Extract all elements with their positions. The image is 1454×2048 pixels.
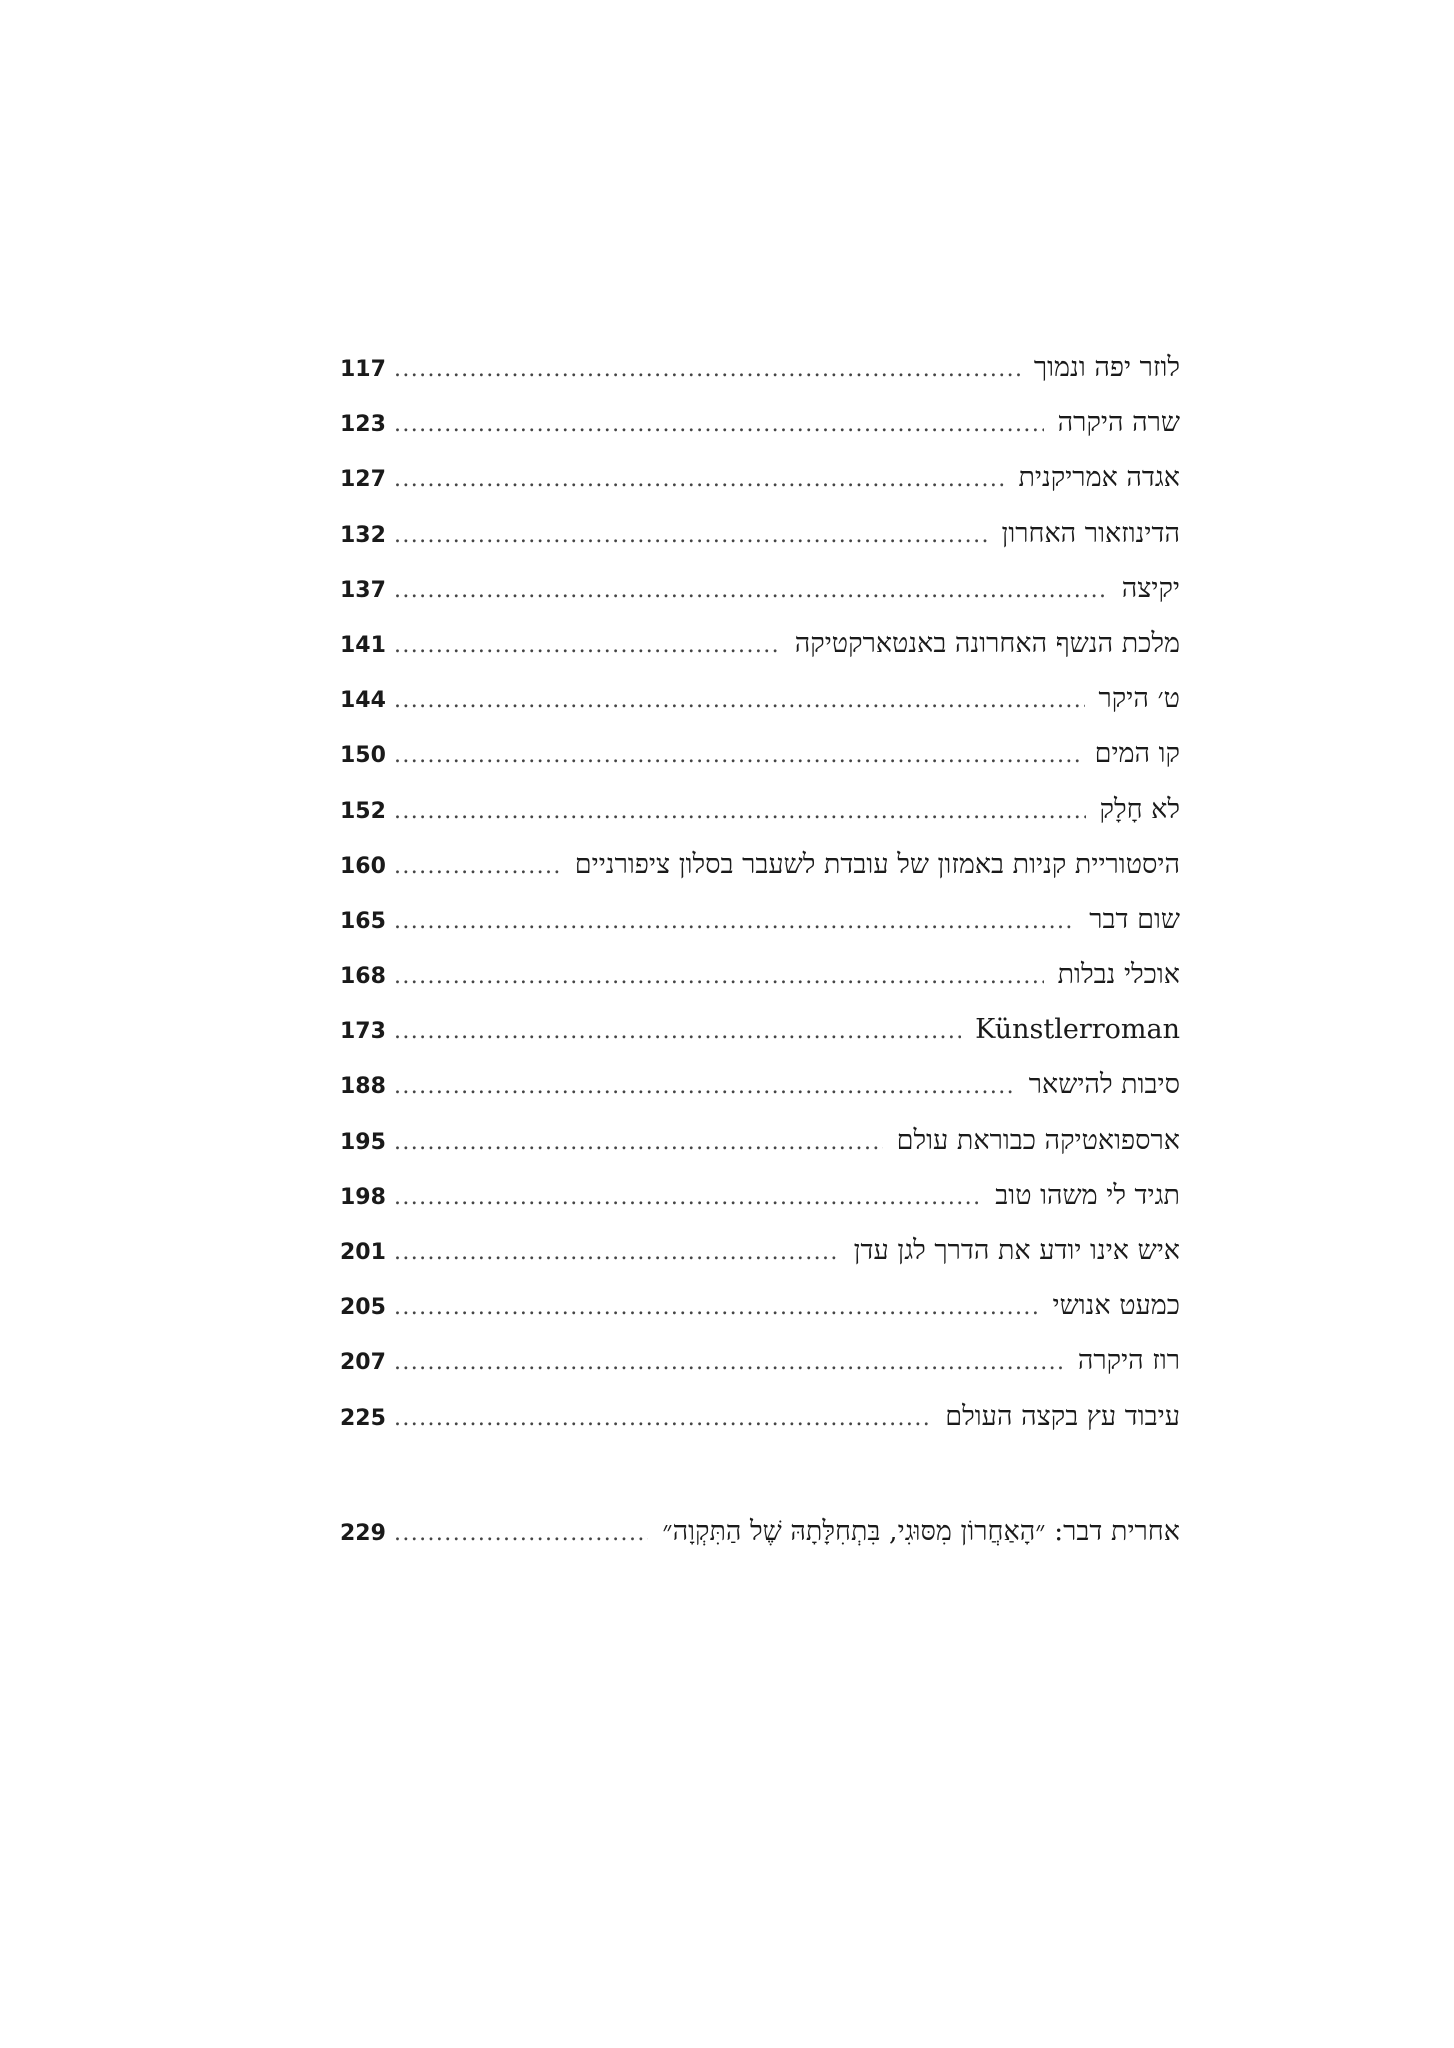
toc-entry-page: 173 bbox=[340, 1019, 386, 1045]
toc-entry bbox=[340, 1389, 1180, 1444]
toc-entry bbox=[340, 947, 1180, 1002]
toc-entry-title: קו המים bbox=[1094, 738, 1180, 770]
toc-entry-page: 207 bbox=[340, 1350, 386, 1376]
toc-dot-leader bbox=[394, 1225, 840, 1280]
toc-entry-page: 117 bbox=[340, 357, 386, 382]
toc-entry bbox=[340, 1002, 1180, 1057]
toc-entry-page: 198 bbox=[340, 1184, 386, 1210]
toc-dot-leader bbox=[394, 397, 1044, 452]
toc-entry-title: הדינוזאור האחרון bbox=[1001, 517, 1180, 549]
toc-entry bbox=[340, 616, 1180, 671]
toc-entry-title: סיבות להישאר bbox=[1028, 1069, 1180, 1101]
toc-dot-leader bbox=[394, 728, 1081, 783]
toc-entry-page: 137 bbox=[340, 577, 386, 603]
toc-entry-title: Künstlerroman bbox=[975, 1014, 1180, 1046]
toc-entry-page: 152 bbox=[340, 798, 386, 824]
toc-entry-title: אגדה אמריקנית bbox=[1018, 462, 1180, 494]
toc-entry bbox=[340, 1168, 1180, 1223]
toc-entry-page: 205 bbox=[340, 1295, 386, 1321]
toc-entry bbox=[340, 395, 1180, 450]
toc-entry bbox=[340, 340, 1180, 395]
toc-entry-title: ארספואטיקה כבוראת עולם bbox=[896, 1124, 1180, 1156]
toc-entry-title: יקיצה bbox=[1121, 572, 1180, 604]
toc-entry-page: 160 bbox=[340, 853, 386, 879]
toc-entry-page: 144 bbox=[340, 688, 386, 714]
toc-entry-title: שום דבר bbox=[1089, 903, 1180, 935]
toc-dot-leader bbox=[394, 1059, 1015, 1114]
toc-entry-title: עיבוד עץ בקצה העולם bbox=[945, 1400, 1180, 1432]
toc-dot-leader bbox=[394, 618, 781, 673]
toc-entry bbox=[340, 1113, 1180, 1168]
toc-entry bbox=[340, 671, 1180, 726]
toc-dot-leader bbox=[394, 1115, 883, 1170]
toc-entry-page: 168 bbox=[340, 964, 386, 990]
toc-dot-leader bbox=[394, 563, 1108, 618]
toc-dot-leader bbox=[394, 1506, 648, 1561]
toc-entry bbox=[340, 837, 1180, 892]
toc-entry bbox=[340, 1057, 1180, 1112]
toc-dot-leader bbox=[394, 839, 561, 894]
toc-entry bbox=[340, 726, 1180, 781]
toc-entry-title: אוכלי נבלות bbox=[1057, 959, 1180, 991]
toc-entry-page: 150 bbox=[340, 743, 386, 769]
toc-entry-page: 123 bbox=[340, 412, 386, 438]
toc-entry bbox=[340, 561, 1180, 616]
toc-entry bbox=[340, 1333, 1180, 1388]
toc-entry-title: כמעט אנושי bbox=[1052, 1290, 1180, 1322]
table-of-contents bbox=[340, 340, 1180, 1444]
toc-entry-title: שרה היקרה bbox=[1057, 407, 1180, 439]
toc-dot-leader bbox=[394, 784, 1086, 839]
toc-entry bbox=[340, 1278, 1180, 1333]
toc-entry bbox=[340, 782, 1180, 837]
toc-entry-title: לא חָלָק bbox=[1099, 793, 1180, 825]
toc-entry-page: 188 bbox=[340, 1074, 386, 1100]
toc-entry bbox=[340, 506, 1180, 561]
toc-entry-title: לוזר יפה ונמוך bbox=[1033, 352, 1180, 383]
toc-dot-leader bbox=[394, 1280, 1039, 1335]
toc-dot-leader bbox=[394, 1391, 931, 1446]
toc-entry bbox=[340, 450, 1180, 505]
toc-dot-leader bbox=[394, 894, 1075, 949]
toc-dot-leader bbox=[394, 342, 1020, 397]
afterword-title: אחרית דבר: ״הָאַחֲרוֹן מִסּוּגִי, בִּתְחִלָּתָהּ שֶׁל הַתִּקְוָה״ bbox=[662, 1516, 1180, 1547]
toc-entry-page: 165 bbox=[340, 908, 386, 934]
toc-dot-leader bbox=[394, 1004, 961, 1059]
toc-entry-title: מלכת הנשף האחרונה באנטארקטיקה bbox=[794, 627, 1180, 659]
toc-dot-leader bbox=[394, 452, 1005, 507]
toc-entry-page: 141 bbox=[340, 632, 386, 658]
toc-entry-title: תגיד לי משהו טוב bbox=[995, 1179, 1180, 1211]
afterword-page: 229 bbox=[340, 1521, 386, 1546]
toc-entry-page: 127 bbox=[340, 467, 386, 493]
toc-entry bbox=[340, 892, 1180, 947]
toc-dot-leader bbox=[394, 1170, 981, 1225]
toc-entry-page: 132 bbox=[340, 522, 386, 548]
toc-dot-leader bbox=[394, 949, 1044, 1004]
toc-entry bbox=[340, 1223, 1180, 1278]
toc-dot-leader bbox=[394, 1335, 1064, 1390]
toc-entry-title: רוז היקרה bbox=[1077, 1345, 1180, 1377]
toc-entry-title: ט׳ היקר bbox=[1098, 683, 1180, 715]
toc-entry-page: 201 bbox=[340, 1240, 386, 1265]
toc-dot-leader bbox=[394, 508, 988, 563]
toc-afterword bbox=[340, 1504, 1180, 1559]
toc-entry-page: 225 bbox=[340, 1405, 386, 1431]
toc-dot-leader bbox=[394, 673, 1085, 728]
toc-entry bbox=[340, 1504, 1180, 1559]
toc-entry-title: איש אינו יודע את הדרך לגן עדן bbox=[853, 1235, 1180, 1266]
toc-entry-title: היסטוריית קניות באמזון של עובדת לשעבר בסלון ציפורניים bbox=[574, 848, 1180, 880]
toc-entry-page: 195 bbox=[340, 1129, 386, 1155]
